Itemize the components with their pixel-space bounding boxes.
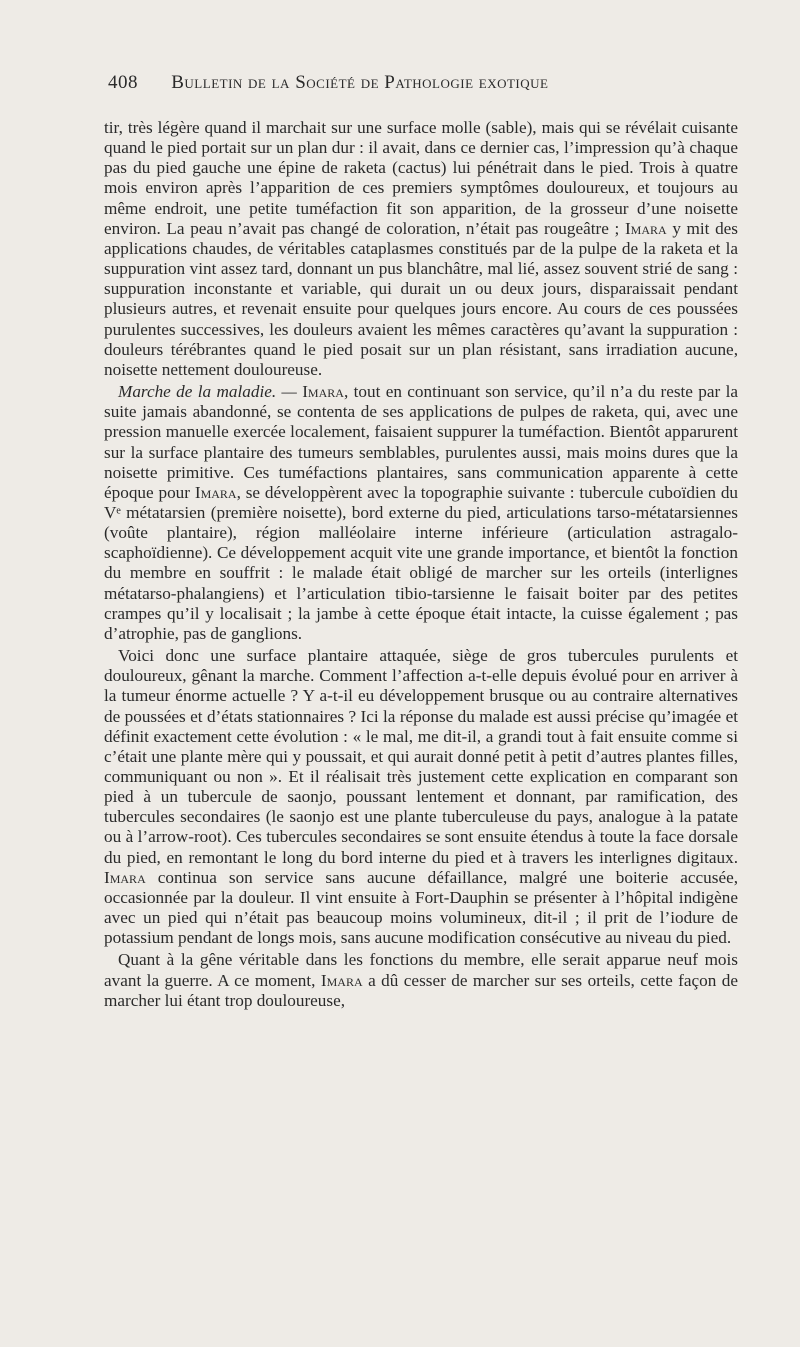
article-body [104,118,738,1011]
patient-name: Imara [624,218,667,238]
paragraph-3 [104,646,738,948]
running-header [108,72,758,94]
paragraph-text: tir, très légère quand il marchait sur une surface molle (sable), mais qui se révélait cuisante quand le pied portait sur un plan dur : il avait, dans ce dernier cas, l’impression qu’à chaque pas du pied gauche une épine de raketa (cactus) lui pénétrait dans le pied. Trois à quatre mois environ après l’apparition de ces premiers symptômes douloureux, et toujours au même endroit, une petite tuméfaction fit son apparition, de la grosseur d’une noisette environ. La peau n’avait pas changé de coloration, n’était pas rougeâtre ; [104,118,738,238]
paragraph-text: a dû cesser de marcher sur ses orteils, cette façon de marcher lui étant trop douloureuse, [104,970,738,1010]
paragraph-text: y mit des applications chaudes, de véritables cataplasmes constitués par de la pulpe de la raketa et la suppuration vint assez tard, donnant un pus blanchâtre, mal lié, assez souvent strié de sang : suppuration inconstante et variable, qui durait un ou deux jours, disparaissait pendant plusieurs autres, et revenait ensuite pour quelques jours encore. Au cours de ces poussées purulentes successives, les douleurs avaient les mêmes caractères qu’avant la suppuration : douleurs térébrantes quand le pied posait sur un plan résistant, sans irradiation aucune, noisette nettement douloureuse. [104,218,738,379]
paragraph-text: , tout en continuant son service, qu’il n’a du reste par la suite jamais abandonné, se contenta de ses applications de pulpes de raketa, qui, avec une pression manuelle exercée localement, faisaient suppurer la tuméfaction. Bientôt apparurent sur la surface plantaire des tumeurs semblables, purulentes aussi, mais moins dures que la noisette primitive. Ces tuméfactions plantaires, sans communication apparente à cette époque pour [104,382,739,502]
paragraph-1 [104,118,738,380]
paragraph-text: Quant à la gêne véritable dans les fonctions du membre, elle serait apparue neuf mois avant la guerre. A ce moment, [104,950,738,990]
paragraph-text: , se développèrent avec la topographie suivante : tubercule cuboïdien du Vᵉ métatarsien (première noisette), bord externe du pied, articulations tarso-métatarsiennes (voûte plantaire), région malléolaire interne inférieure (articulation astragalo-scaphoïdienne). Ce développement acquit vite une grande importance, et bientôt la fonction du membre en souffrit : le malade était obligé de marcher sur les orteils (interlignes métatarso-phalangiens) et l’articulation tibio-tarsienne le faisait boiter par des petites crampes qu’il y localisait ; la jambe à cette époque était intacte, la cuisse également ; pas d’atrophie, pas de ganglions. [104,482,739,643]
paragraph-text: Voici donc une surface plantaire attaquée, siège de gros tubercules purulents et douloureux, gênant la marche. Comment l’affection a-t-elle depuis évolué pour en arriver à la tumeur énorme actuelle ? Y a-t-il eu développement brusque ou au contraire alternatives de poussées et d’états stationnaires ? Ici la réponse du malade est aussi précise qu’imagée et définit exactement cette évolution : « le mal, me dit-il, a grandi tout à fait ensuite comme si c’était une plante mère qui y poussait, et qui aurait donné petit à petit d’autres plantes filles, communiquant ou non ». Et il réalisait très justement cette explication en comparant son pied à un tubercule de saonjo, poussant lentement et donnant, par ramification, des tubercules secondaires (le saonjo est une plante tuberculeuse du pays, analogue à la patate ou à l’arrow-root). Ces tubercules secondaires se sont ensuite étendus à toute la face dorsale du pied, en remontant le long du bord interne du pied et à travers les interlignes digitaux. [104,646,738,867]
section-lead: Marche de la maladie. — [118,382,297,402]
patient-name: Imara [194,482,237,502]
paragraph-2 [104,382,738,644]
paragraph-4 [104,950,738,1010]
patient-name: Imara [302,382,344,402]
running-title: Bulletin de la Société de Pathologie exotique [171,72,549,93]
patient-name: Imara [104,867,146,887]
page-number: 408 [108,72,138,93]
patient-name: Imara [320,970,363,990]
paragraph-text: continua son service sans aucune défaillance, malgré une boiterie accusée, occasionnée par la douleur. Il vint ensuite à Fort-Dauphin se présenter à l’hôpital indigène avec un pied qui n’était pas beaucoup moins volumineux, dit-il ; il prit de l’iodure de potassium pendant de longs mois, sans aucune modification consécutive au niveau du pied. [104,867,738,948]
